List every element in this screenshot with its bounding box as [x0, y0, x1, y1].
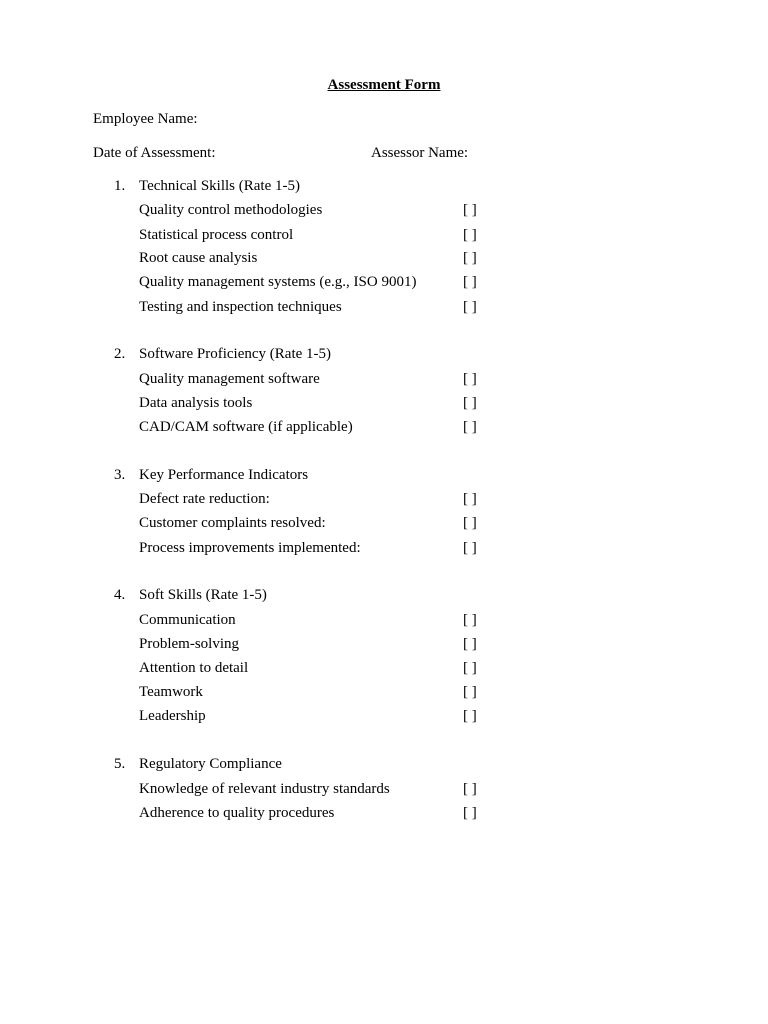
item-label: Quality control methodologies	[139, 202, 323, 218]
form-title: Assessment Form	[327, 77, 441, 93]
section-title: Key Performance Indicators	[139, 467, 309, 483]
list-item	[0, 637, 768, 655]
list-item	[0, 661, 768, 679]
list-item	[0, 782, 768, 800]
list-item	[0, 492, 768, 510]
rating-checkbox[interactable]: [ ]	[463, 395, 477, 411]
section-title: Soft Skills (Rate 1-5)	[139, 587, 267, 603]
rating-checkbox[interactable]: [ ]	[463, 250, 477, 266]
item-label: Root cause analysis	[139, 250, 258, 266]
rating-checkbox[interactable]: [ ]	[463, 612, 477, 628]
rating-checkbox[interactable]: [ ]	[463, 274, 477, 290]
item-label: Testing and inspection techniques	[139, 299, 342, 315]
list-item	[0, 685, 768, 703]
item-label: Defect rate reduction:	[139, 491, 270, 507]
rating-checkbox[interactable]: [ ]	[463, 202, 477, 218]
list-item	[0, 251, 768, 269]
item-label: Teamwork	[139, 684, 203, 700]
list-item	[0, 806, 768, 824]
employee-name-label: Employee Name:	[93, 111, 198, 127]
rating-checkbox[interactable]: [ ]	[463, 299, 477, 315]
section-number: 1.	[114, 178, 126, 194]
rating-checkbox[interactable]: [ ]	[463, 540, 477, 556]
rating-checkbox[interactable]: [ ]	[463, 660, 477, 676]
item-label: Quality management systems (e.g., ISO 9001)	[139, 274, 417, 290]
rating-checkbox[interactable]: [ ]	[463, 515, 477, 531]
rating-checkbox[interactable]: [ ]	[463, 708, 477, 724]
section-title: Regulatory Compliance	[139, 756, 282, 772]
rating-checkbox[interactable]: [ ]	[463, 371, 477, 387]
item-label: Attention to detail	[139, 660, 249, 676]
section-title: Technical Skills (Rate 1-5)	[139, 178, 300, 194]
item-label: Knowledge of relevant industry standards	[139, 781, 390, 797]
section-number: 2.	[114, 346, 126, 362]
list-item	[0, 372, 768, 390]
item-label: Communication	[139, 612, 236, 628]
rating-checkbox[interactable]: [ ]	[463, 781, 477, 797]
rating-checkbox[interactable]: [ ]	[463, 491, 477, 507]
item-label: Process improvements implemented:	[139, 540, 361, 556]
list-item	[0, 203, 768, 221]
item-label: Adherence to quality procedures	[139, 805, 335, 821]
rating-checkbox[interactable]: [ ]	[463, 419, 477, 435]
list-item	[0, 613, 768, 631]
item-label: Statistical process control	[139, 227, 294, 243]
item-label: Problem-solving	[139, 636, 239, 652]
list-item	[0, 420, 768, 438]
item-label: Data analysis tools	[139, 395, 253, 411]
date-of-assessment-label: Date of Assessment:	[93, 145, 216, 161]
item-label: CAD/CAM software (if applicable)	[139, 419, 353, 435]
section-title: Software Proficiency (Rate 1-5)	[139, 346, 332, 362]
section-number: 4.	[114, 587, 126, 603]
rating-checkbox[interactable]: [ ]	[463, 805, 477, 821]
list-item	[0, 709, 768, 727]
section-number: 3.	[114, 467, 126, 483]
list-item	[0, 516, 768, 534]
item-label: Customer complaints resolved:	[139, 515, 326, 531]
rating-checkbox[interactable]: [ ]	[463, 227, 477, 243]
list-item	[0, 396, 768, 414]
item-label: Leadership	[139, 708, 206, 724]
section-number: 5.	[114, 756, 126, 772]
item-label: Quality management software	[139, 371, 320, 387]
list-item	[0, 228, 768, 246]
list-item	[0, 300, 768, 318]
assessor-name-label: Assessor Name:	[371, 145, 469, 161]
list-item	[0, 541, 768, 559]
rating-checkbox[interactable]: [ ]	[463, 636, 477, 652]
rating-checkbox[interactable]: [ ]	[463, 684, 477, 700]
list-item	[0, 275, 768, 293]
